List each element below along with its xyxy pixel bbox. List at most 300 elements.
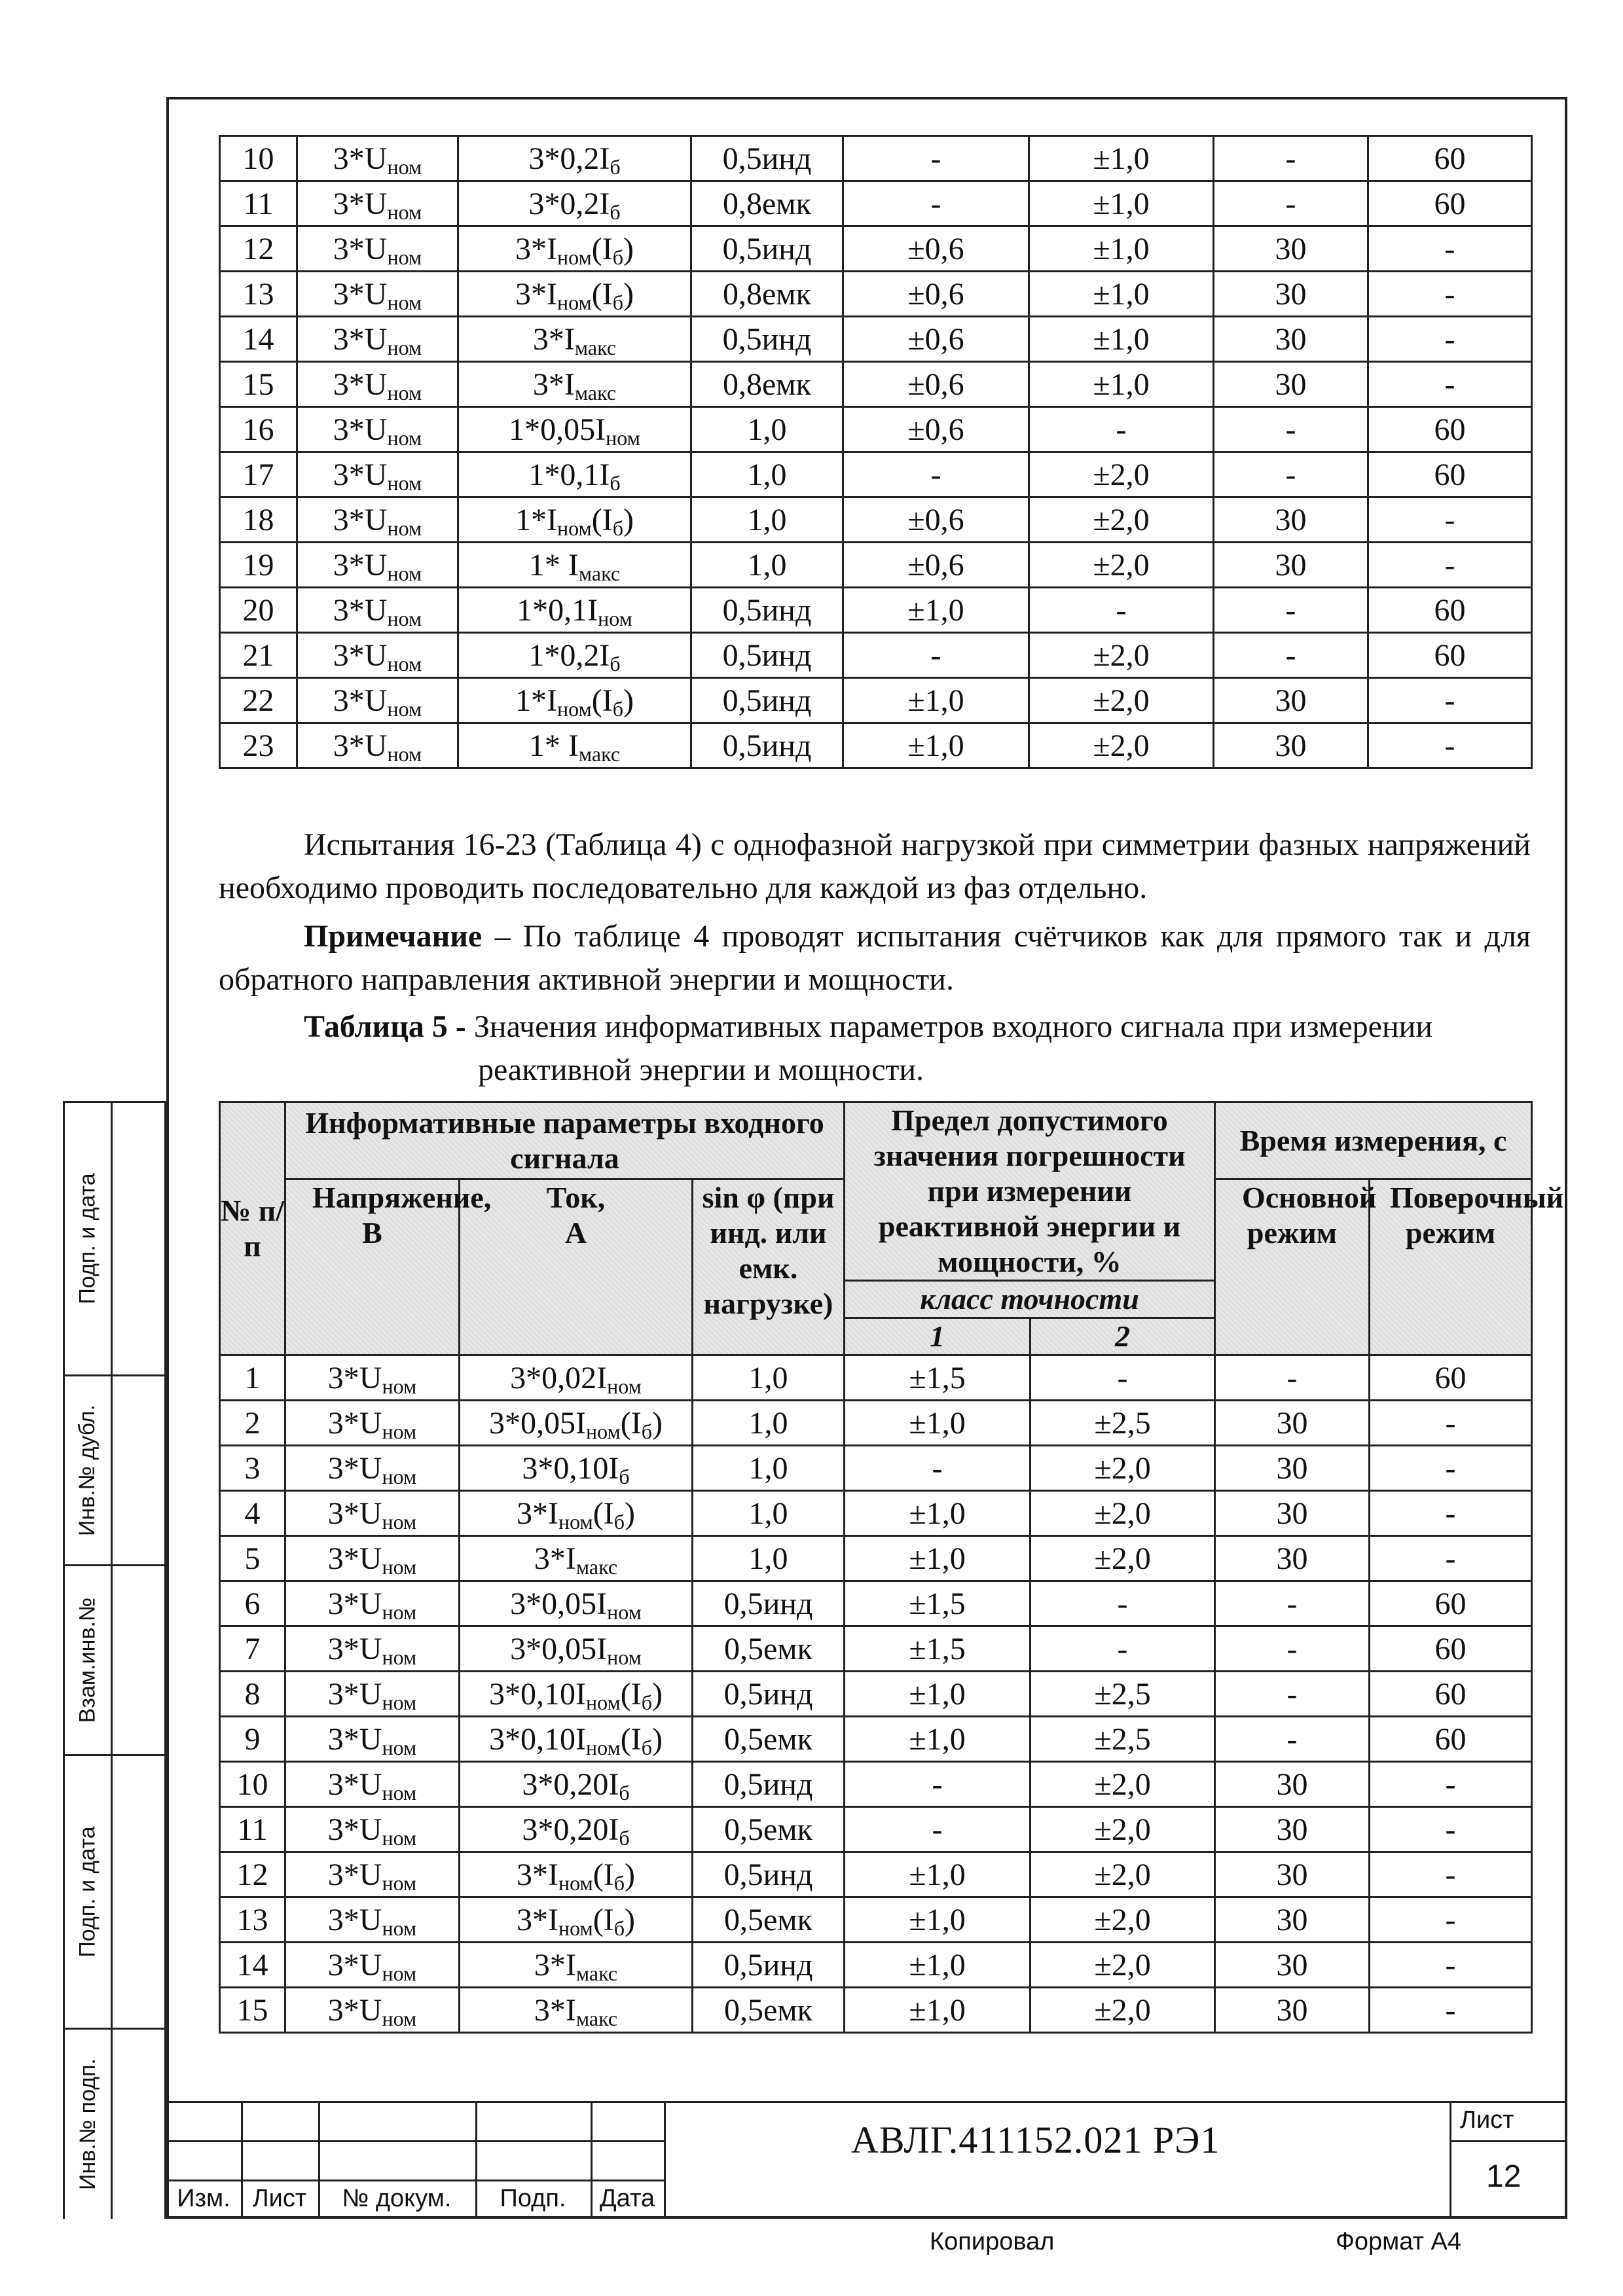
cell-number	[220, 1581, 285, 1626]
side-label-2: Инв.№ дубл.	[75, 1404, 100, 1537]
current-subscript: ном	[556, 696, 592, 721]
cell-class-2	[1029, 543, 1214, 588]
cell-class-2	[1029, 226, 1214, 272]
current-value: 3*I	[517, 1902, 558, 1937]
time-check-value: -	[1444, 276, 1455, 312]
table-row	[220, 1581, 1532, 1626]
cell-number	[220, 497, 297, 543]
pf-value: 0,8емк	[723, 367, 811, 402]
cell-class-1	[843, 407, 1029, 452]
table-row	[220, 317, 1532, 362]
cell-class-2	[1030, 1762, 1215, 1807]
cell-pf	[693, 1988, 845, 2033]
cell-current	[460, 1581, 693, 1626]
table5-caption	[304, 1005, 1548, 1092]
time-check-value: -	[1444, 502, 1455, 537]
cell-number	[220, 452, 297, 497]
cell-class-1	[843, 181, 1029, 226]
class-1-value: -	[930, 186, 941, 221]
row-number: 9	[244, 1721, 261, 1757]
cell-current	[458, 678, 691, 723]
current-value: 3*0,2I	[528, 186, 610, 221]
cell-class-1	[845, 1446, 1030, 1491]
class-2-value: ±2,0	[1093, 502, 1150, 537]
cell-current	[458, 723, 691, 768]
cell-number	[220, 1491, 285, 1536]
current-value: 1*0,1I	[517, 592, 598, 628]
cell-time-check	[1370, 1852, 1532, 1897]
row-number: 15	[236, 1992, 268, 2028]
cell-number	[220, 1762, 285, 1807]
cell-current	[460, 1491, 693, 1536]
voltage-subscript: ном	[382, 1600, 417, 1624]
cell-time-check	[1368, 678, 1532, 723]
cell-voltage	[285, 1717, 460, 1762]
voltage-subscript: ном	[382, 1825, 417, 1850]
cell-time-main	[1214, 633, 1368, 678]
voltage-value: 3*U	[327, 1631, 382, 1666]
current-tail-visible: $(I_б)$	[591, 231, 634, 269]
cell-voltage	[297, 678, 458, 723]
cell-time-main	[1214, 272, 1368, 317]
cell-current	[458, 362, 691, 407]
cell-current	[460, 1401, 693, 1446]
time-check-value: -	[1445, 1857, 1456, 1892]
cell-pf	[691, 226, 843, 272]
table-row	[220, 362, 1532, 407]
voltage-value: 3*U	[327, 1947, 382, 1982]
cell-class-1	[843, 317, 1029, 362]
note-paragraph	[219, 915, 1531, 1001]
cell-number	[220, 1897, 285, 1943]
cell-voltage	[297, 136, 458, 181]
cell-voltage	[297, 588, 458, 633]
cell-time-main	[1214, 543, 1368, 588]
cell-number	[220, 1355, 285, 1401]
time-check-value: -	[1445, 1767, 1456, 1802]
class-1-value: ±1,0	[909, 1721, 966, 1757]
cell-number	[220, 1446, 285, 1491]
cell-voltage	[285, 1897, 460, 1943]
pf-value: 0,5инд	[723, 1586, 813, 1621]
voltage-subscript: ном	[382, 1961, 417, 1985]
current-subscript: б	[610, 471, 621, 495]
cell-current	[460, 1897, 693, 1943]
cell-pf	[693, 1807, 845, 1852]
table-row	[220, 497, 1532, 543]
cell-number	[220, 1988, 285, 2033]
cell-number	[220, 1943, 285, 1988]
cell-class-2	[1029, 723, 1214, 768]
time-main-value: -	[1285, 592, 1296, 628]
header-main-mode: Основной режим	[1215, 1179, 1370, 1355]
voltage-subscript: ном	[387, 696, 422, 721]
class-2-value: ±2,0	[1093, 547, 1150, 583]
cell-voltage	[297, 362, 458, 407]
cell-time-check	[1370, 1536, 1532, 1581]
stamp-label-doc: № докум.	[342, 2185, 452, 2212]
time-check-value: 60	[1434, 1360, 1467, 1395]
side-box-3	[63, 1564, 166, 1754]
cell-class-2	[1030, 1491, 1215, 1536]
cell-pf	[693, 1626, 845, 1672]
table-row	[220, 543, 1532, 588]
header-voltage: Напряжение, В	[285, 1179, 460, 1355]
class-1-value: ±0,6	[907, 412, 964, 447]
current-value: 3*0,02I	[510, 1360, 608, 1395]
cell-time-main	[1215, 1491, 1370, 1536]
time-check-value: 60	[1434, 412, 1466, 447]
class-1-value: ±0,6	[907, 321, 964, 357]
time-check-value: 60	[1434, 186, 1466, 221]
cell-time-check	[1370, 1355, 1532, 1401]
cell-time-main	[1215, 1672, 1370, 1717]
pf-value: 1,0	[747, 502, 787, 537]
cell-pf	[691, 136, 843, 181]
class-1-value: ±0,6	[907, 276, 964, 312]
stamp-vline-5	[664, 2101, 666, 2219]
cell-class-2	[1030, 1988, 1215, 2033]
table-row	[220, 1446, 1532, 1491]
time-main-value: -	[1285, 412, 1296, 447]
time-main-value: -	[1285, 637, 1296, 673]
cell-time-check	[1368, 407, 1532, 452]
time-check-value: -	[1445, 1947, 1456, 1982]
voltage-value: 3*U	[327, 1767, 382, 1802]
cell-time-main	[1214, 497, 1368, 543]
voltage-subscript: ном	[382, 1916, 417, 1940]
current-subscript: макс	[574, 335, 617, 359]
current-value: 3*0,05I	[510, 1631, 608, 1666]
cell-time-main	[1214, 226, 1368, 272]
cell-number	[220, 1626, 285, 1672]
class-2-value: ±2,0	[1094, 1857, 1151, 1892]
cell-voltage	[285, 1762, 460, 1807]
cell-class-2	[1029, 452, 1214, 497]
table-row	[220, 1401, 1532, 1446]
cell-current	[460, 1762, 693, 1807]
current-subscript: макс	[574, 380, 617, 404]
cell-time-check	[1370, 1717, 1532, 1762]
voltage-subscript: ном	[387, 200, 422, 224]
cell-current	[458, 226, 691, 272]
time-check-value: -	[1445, 1496, 1456, 1531]
table5-caption-label: Таблица 5 -	[304, 1009, 466, 1044]
class-2-value: -	[1117, 1631, 1128, 1666]
cell-class-2	[1029, 407, 1214, 452]
current-subscript: макс	[578, 742, 621, 766]
cell-current	[458, 588, 691, 633]
current-tail-visible: $(I_б)$	[591, 276, 634, 314]
cell-voltage	[285, 1536, 460, 1581]
time-main-value: -	[1285, 186, 1296, 221]
cell-voltage	[285, 1852, 460, 1897]
table5-caption-line1: Значения информативных параметров входного сигнала при измерении	[465, 1009, 1432, 1044]
table-5	[219, 1101, 1564, 2034]
voltage-value: 3*U	[333, 276, 388, 312]
voltage-value: 3*U	[333, 412, 388, 447]
cell-current	[460, 1943, 693, 1988]
cell-time-main	[1215, 1762, 1370, 1807]
voltage-value: 3*U	[333, 728, 388, 763]
cell-current	[458, 136, 691, 181]
row-number: 12	[242, 231, 274, 266]
row-number: 2	[244, 1405, 261, 1441]
cell-class-1	[843, 136, 1029, 181]
row-number: 6	[244, 1586, 261, 1621]
table-row	[220, 633, 1532, 678]
voltage-value: 3*U	[333, 321, 388, 357]
voltage-value: 3*U	[327, 1992, 382, 2028]
side-stamp	[63, 1101, 166, 2219]
current-value: 3*0,10I	[522, 1450, 619, 1486]
cell-time-main	[1214, 317, 1368, 362]
voltage-value: 3*U	[333, 367, 388, 402]
cell-class-1	[845, 1672, 1030, 1717]
stamp-label-sign: Подп.	[500, 2185, 566, 2212]
voltage-value: 3*U	[333, 547, 388, 583]
table-row	[220, 678, 1532, 723]
class-1-value: -	[932, 1767, 943, 1802]
cell-voltage	[297, 317, 458, 362]
cell-voltage	[285, 1581, 460, 1626]
row-number: 10	[236, 1767, 268, 1802]
class-1-value: -	[930, 141, 941, 176]
time-check-value: 60	[1434, 1586, 1467, 1621]
cell-voltage	[297, 407, 458, 452]
cell-number	[220, 1536, 285, 1581]
pf-value: 0,5инд	[723, 1676, 813, 1712]
current-subscript: ном	[607, 1600, 642, 1624]
cell-time-check	[1370, 1943, 1532, 1988]
voltage-value: 3*U	[333, 141, 388, 176]
cell-class-1	[843, 588, 1029, 633]
row-number: 8	[244, 1676, 261, 1712]
time-main-value: -	[1286, 1676, 1298, 1712]
cell-class-2	[1030, 1717, 1215, 1762]
current-value: 1*I	[515, 502, 557, 537]
class-1-value: ±1,0	[909, 1541, 966, 1576]
cell-time-main	[1215, 1897, 1370, 1943]
voltage-subscript: ном	[382, 1374, 417, 1398]
cell-number	[220, 272, 297, 317]
cell-class-2	[1030, 1401, 1215, 1446]
time-main-value: 30	[1275, 728, 1307, 763]
cell-time-check	[1368, 226, 1532, 272]
cell-time-main	[1215, 1852, 1370, 1897]
class-2-value: ±1,0	[1093, 141, 1150, 176]
cell-class-2	[1029, 136, 1214, 181]
time-check-value: -	[1444, 321, 1455, 357]
cell-current	[460, 1626, 693, 1672]
time-main-value: -	[1285, 141, 1296, 176]
cell-time-check	[1368, 362, 1532, 407]
current-value: 3*I	[517, 1857, 558, 1892]
pf-value: 0,5инд	[722, 683, 812, 718]
current-value: 3*I	[515, 231, 557, 266]
cell-class-2	[1030, 1897, 1215, 1943]
time-main-value: -	[1286, 1721, 1298, 1757]
stamp-line-sheet	[1450, 2140, 1567, 2142]
cell-voltage	[285, 1943, 460, 1988]
pf-value: 0,5инд	[722, 592, 812, 628]
current-subscript: ном	[558, 1509, 593, 1534]
cell-time-main	[1215, 1626, 1370, 1672]
cell-voltage	[297, 226, 458, 272]
current-value: 1*0,1I	[528, 457, 610, 492]
note-label: Примечание	[304, 919, 483, 954]
pf-value: 1,0	[748, 1405, 788, 1441]
cell-current	[458, 452, 691, 497]
cell-pf	[693, 1717, 845, 1762]
class-2-value: ±1,0	[1093, 321, 1150, 357]
class-2-value: ±1,0	[1093, 276, 1150, 312]
cell-current	[460, 1446, 693, 1491]
voltage-value: 3*U	[327, 1812, 382, 1847]
class-1-value: ±0,6	[907, 367, 964, 402]
current-subscript: ном	[585, 1735, 621, 1759]
pf-value: 0,5емк	[724, 1721, 812, 1757]
cell-class-1	[843, 678, 1029, 723]
class-2-value: ±2,0	[1094, 1450, 1151, 1486]
cell-time-check	[1370, 1446, 1532, 1491]
cell-pf	[691, 633, 843, 678]
current-value: 3*0,05I	[510, 1586, 608, 1621]
cell-time-main	[1214, 181, 1368, 226]
pf-value: 1,0	[748, 1541, 788, 1576]
document-number: АВЛГ.411152.021 РЭ1	[851, 2119, 1220, 2161]
footer-copied: Копировал	[930, 2228, 1055, 2255]
current-tail-visible: $(I_б)$	[593, 1496, 635, 1534]
voltage-subscript: ном	[382, 1509, 417, 1534]
cell-voltage	[297, 452, 458, 497]
time-main-value: 30	[1275, 231, 1307, 266]
cell-number	[220, 362, 297, 407]
voltage-value: 3*U	[327, 1902, 382, 1937]
cell-current	[458, 543, 691, 588]
pf-value: 0,5емк	[724, 1992, 812, 2028]
cell-class-1	[843, 723, 1029, 768]
current-value: 1*I	[515, 683, 557, 718]
class-2-value: -	[1116, 592, 1127, 628]
current-subscript: б	[610, 154, 621, 179]
header-sin: sin φ (при инд. или емк. нагрузке)	[693, 1179, 845, 1355]
time-main-value: 30	[1276, 1450, 1308, 1486]
cell-voltage	[297, 543, 458, 588]
class-1-value: ±0,6	[907, 547, 964, 583]
cell-class-2	[1030, 1943, 1215, 1988]
side-box-4	[63, 1754, 166, 2028]
current-value: 3*0,20I	[522, 1767, 619, 1802]
time-main-value: 30	[1275, 683, 1307, 718]
class-2-value: ±2,5	[1094, 1405, 1151, 1441]
sheet-number: 12	[1486, 2159, 1522, 2194]
row-number: 10	[242, 141, 274, 176]
table-row	[220, 1807, 1532, 1852]
stamp-line-top	[166, 2101, 1567, 2103]
side-label-3: Взам.инв.№	[75, 1597, 100, 1723]
table-row	[220, 1943, 1532, 1988]
class-2-value: ±1,0	[1093, 367, 1150, 402]
pf-value: 0,5инд	[722, 637, 812, 673]
header-current: Ток, А	[460, 1179, 693, 1355]
current-tail-visible: $(I_б)$	[593, 1857, 635, 1895]
voltage-value: 3*U	[327, 1405, 382, 1441]
side-box-2	[63, 1374, 166, 1564]
cell-time-check	[1368, 543, 1532, 588]
cell-time-main	[1215, 1446, 1370, 1491]
cell-class-1	[845, 1943, 1030, 1988]
cell-number	[220, 1401, 285, 1446]
time-main-value: 30	[1275, 276, 1307, 312]
cell-pf	[691, 543, 843, 588]
class-2-value: ±1,0	[1093, 231, 1150, 266]
cell-number	[220, 317, 297, 362]
time-main-value: 30	[1276, 1767, 1308, 1802]
cell-class-2	[1030, 1581, 1215, 1626]
voltage-value: 3*U	[327, 1721, 382, 1757]
voltage-value: 3*U	[333, 186, 388, 221]
current-subscript: б	[610, 200, 621, 224]
cell-time-check	[1370, 1581, 1532, 1626]
voltage-value: 3*U	[327, 1541, 382, 1576]
cell-class-2	[1029, 317, 1214, 362]
cell-time-check	[1370, 1491, 1532, 1536]
stamp-vline-6	[1450, 2101, 1451, 2219]
cell-voltage	[285, 1626, 460, 1672]
class-1-value: ±1,0	[909, 1496, 966, 1531]
pf-value: 0,5инд	[723, 1857, 813, 1892]
cell-voltage	[285, 1988, 460, 2033]
row-number: 13	[242, 276, 274, 312]
current-value: 3*I	[515, 276, 557, 312]
row-number: 1	[244, 1360, 261, 1395]
cell-voltage	[297, 497, 458, 543]
voltage-subscript: ном	[387, 516, 422, 540]
cell-pf	[693, 1852, 845, 1897]
cell-current	[458, 181, 691, 226]
table-row	[220, 1626, 1532, 1672]
current-subscript: ном	[558, 1916, 593, 1940]
cell-current	[458, 272, 691, 317]
class-2-value: ±2,0	[1093, 457, 1150, 492]
cell-current	[460, 1536, 693, 1581]
pf-value: 0,5инд	[722, 141, 812, 176]
cell-current	[460, 1807, 693, 1852]
table-row	[220, 1536, 1532, 1581]
cell-pf	[693, 1581, 845, 1626]
time-check-value: -	[1445, 1992, 1456, 2028]
current-subscript: ном	[585, 1419, 621, 1443]
current-value: 3*I	[532, 367, 575, 402]
table-row	[220, 407, 1532, 452]
table-row	[220, 723, 1532, 768]
cell-number	[220, 1807, 285, 1852]
time-main-value: 30	[1276, 1902, 1308, 1937]
pf-value: 1,0	[748, 1450, 788, 1486]
cell-class-1	[845, 1807, 1030, 1852]
row-number: 3	[244, 1450, 261, 1486]
current-value: 3*0,05I	[489, 1405, 586, 1441]
cell-time-check	[1368, 723, 1532, 768]
time-main-value: 30	[1276, 1947, 1308, 1982]
current-subscript: ном	[585, 1690, 621, 1714]
cell-time-check	[1368, 136, 1532, 181]
cell-class-1	[845, 1401, 1030, 1446]
current-subscript: ном	[556, 245, 592, 269]
pf-value: 0,5инд	[723, 1947, 813, 1982]
cell-time-main	[1215, 1581, 1370, 1626]
